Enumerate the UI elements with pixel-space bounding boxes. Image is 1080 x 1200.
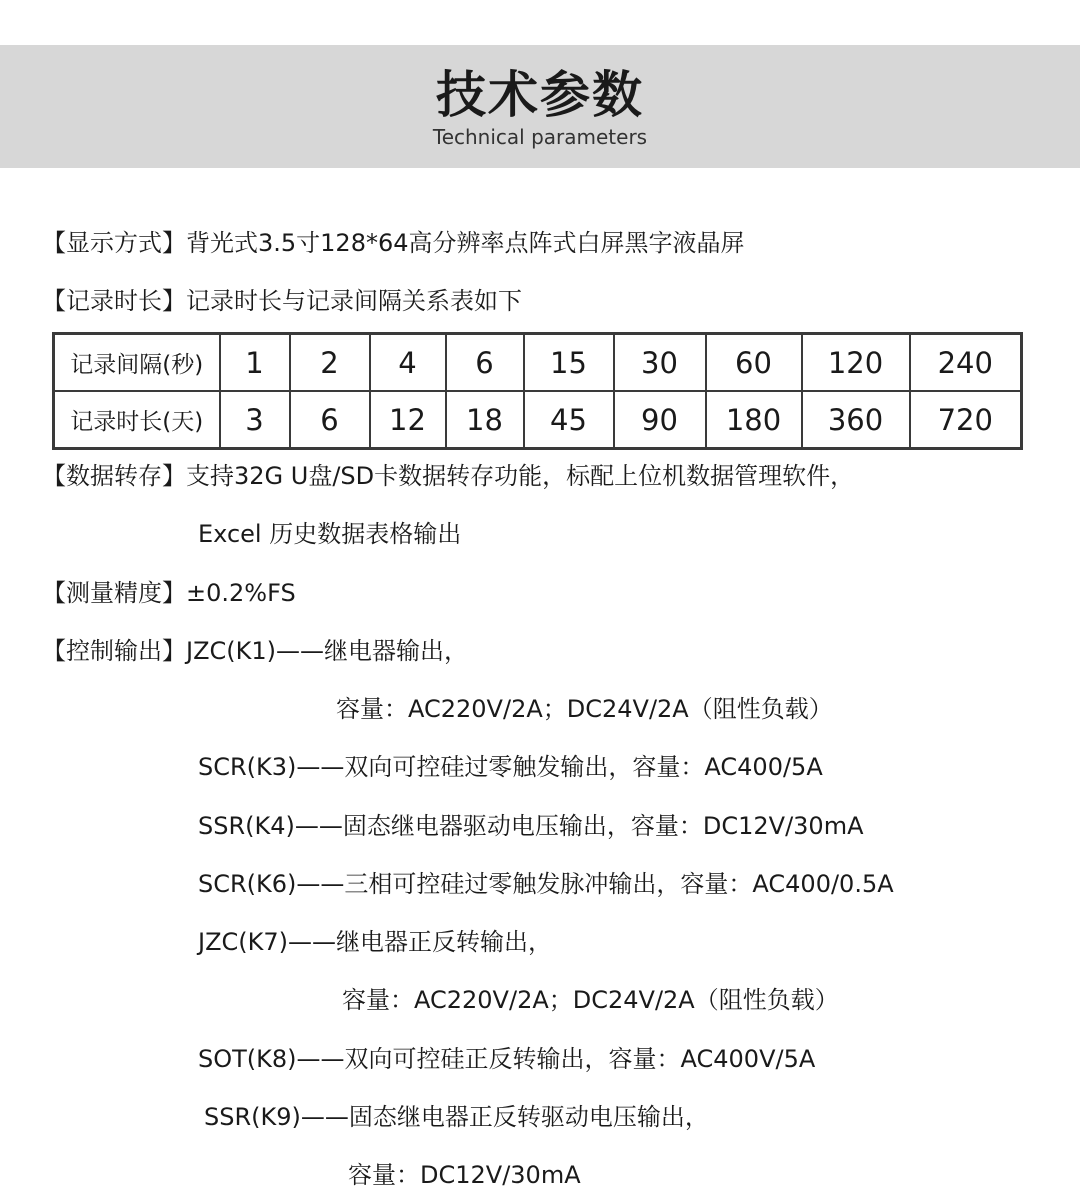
table-cell: 12 xyxy=(370,391,446,449)
table-cell: 1 xyxy=(220,334,290,392)
table-cell: 6 xyxy=(290,391,370,449)
display-row xyxy=(42,228,745,258)
control-output-line: 容量：AC220V/2A；DC24V/2A（阻性负载） xyxy=(336,695,833,723)
control-output-line: SSR(K9)——固态继电器正反转驱动电压输出， xyxy=(204,1103,709,1131)
table-cell: 90 xyxy=(614,391,706,449)
display-value: 背光式3.5寸128*64高分辨率点阵式白屏黑字液晶屏 xyxy=(186,229,745,257)
data-transfer-line1: 支持32G U盘/SD卡数据转存功能，标配上位机数据管理软件， xyxy=(186,462,855,490)
table-cell: 6 xyxy=(446,334,524,392)
table-row-header: 记录时长(天) xyxy=(54,391,220,449)
accuracy-row xyxy=(42,578,296,608)
page-title: 技术参数 xyxy=(436,66,644,124)
control-output-line: JZC(K1)——继电器输出， xyxy=(186,637,469,665)
display-label: 【显示方式】 xyxy=(42,229,186,257)
control-output-line: 容量：DC12V/30mA xyxy=(348,1161,581,1189)
control-output-line: SCR(K6)——三相可控硅过零触发脉冲输出，容量：AC400/0.5A xyxy=(198,870,894,898)
table-cell: 360 xyxy=(802,391,910,449)
control-output-line: SSR(K4)——固态继电器驱动电压输出，容量：DC12V/30mA xyxy=(198,812,864,840)
page-subtitle: Technical parameters xyxy=(432,125,648,149)
table-cell: 120 xyxy=(802,334,910,392)
table-cell: 60 xyxy=(706,334,802,392)
control-output-line: SCR(K3)——双向可控硅过零触发输出，容量：AC400/5A xyxy=(198,753,823,781)
table-cell: 30 xyxy=(614,334,706,392)
table-cell: 45 xyxy=(524,391,614,449)
data-transfer-label: 【数据转存】 xyxy=(42,462,186,490)
control-output-line: JZC(K7)——继电器正反转输出， xyxy=(198,928,553,956)
table-row-header: 记录间隔(秒) xyxy=(54,334,220,392)
table-cell: 15 xyxy=(524,334,614,392)
control-output-label: 【控制输出】 xyxy=(42,637,186,665)
table-cell: 180 xyxy=(706,391,802,449)
accuracy-value: ±0.2%FS xyxy=(186,579,296,607)
table-cell: 3 xyxy=(220,391,290,449)
table-row xyxy=(54,391,1022,449)
record-duration-row xyxy=(42,286,522,316)
record-duration-label: 【记录时长】 xyxy=(42,287,186,315)
table-row xyxy=(54,334,1022,392)
header-banner xyxy=(0,45,1080,168)
table-cell: 720 xyxy=(910,391,1022,449)
record-duration-value: 记录时长与记录间隔关系表如下 xyxy=(186,287,522,315)
data-transfer-row xyxy=(42,461,854,491)
record-table xyxy=(52,332,1023,450)
control-output-line: 容量：AC220V/2A；DC24V/2A（阻性负载） xyxy=(342,986,839,1014)
table-cell: 18 xyxy=(446,391,524,449)
accuracy-label: 【测量精度】 xyxy=(42,579,186,607)
table-cell: 4 xyxy=(370,334,446,392)
control-output-row xyxy=(42,636,468,666)
table-cell: 2 xyxy=(290,334,370,392)
control-output-line: SOT(K8)——双向可控硅正反转输出，容量：AC400V/5A xyxy=(198,1045,816,1073)
data-transfer-line2: Excel 历史数据表格输出 xyxy=(198,520,462,548)
table-cell: 240 xyxy=(910,334,1022,392)
